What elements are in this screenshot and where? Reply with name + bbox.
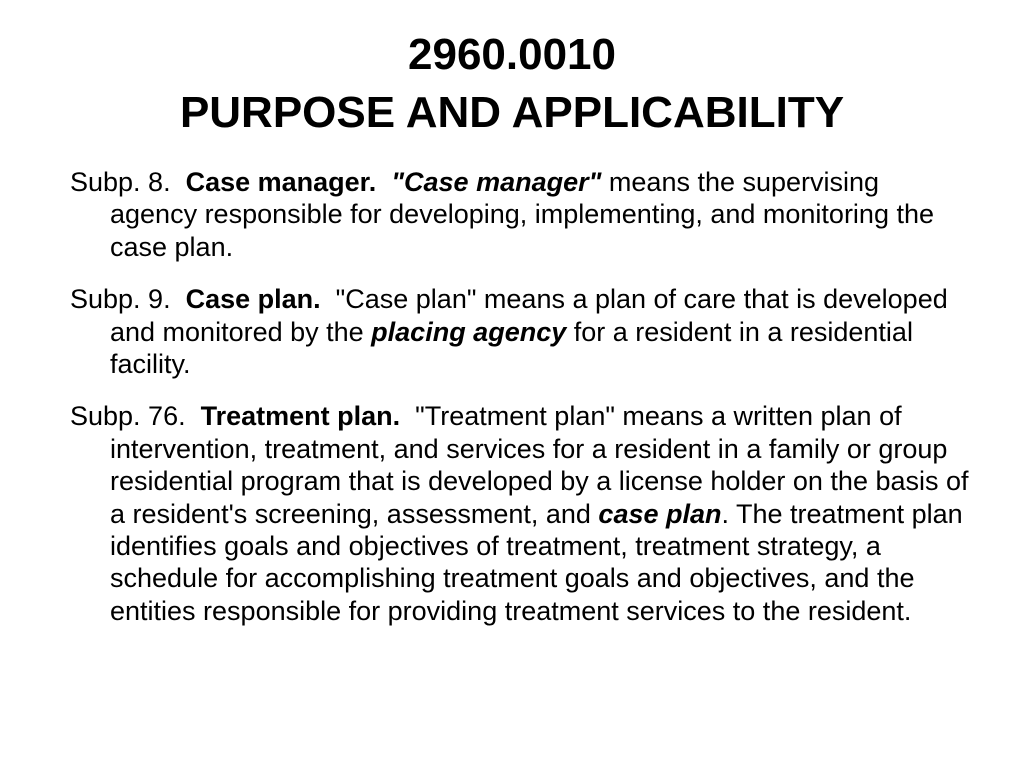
definition-text: "Treatment plan" means a written plan of intervention, treatment, and services for a resident in a family or group residential program that is developed by a license holder on the basis of a resident's screening, assessment, and bbox=[110, 401, 969, 529]
defined-term: Treatment plan. bbox=[200, 401, 401, 432]
definitions-list bbox=[70, 166, 970, 647]
rule-number: 2960.0010 bbox=[408, 30, 616, 79]
definition-subp-9 bbox=[70, 283, 970, 380]
definition-text: "Case plan" means a plan of care that is developed and monitored by the bbox=[110, 284, 948, 347]
subpart-number: Subp. 9. bbox=[70, 284, 171, 315]
slide-title bbox=[0, 26, 1024, 142]
quoted-term: "Case manager" bbox=[391, 167, 602, 197]
subpart-number: Subp. 8. bbox=[70, 167, 171, 197]
defined-term: Case manager. bbox=[185, 167, 377, 197]
emphasized-term: placing agency bbox=[371, 316, 567, 347]
subpart-number: Subp. 76. bbox=[70, 401, 186, 432]
definition-subp-76 bbox=[70, 400, 970, 627]
defined-term: Case plan. bbox=[185, 284, 321, 315]
definition-subp-8 bbox=[70, 166, 970, 263]
definition-text-cont: . The treatment plan identifies goals and objectives of treatment, treatment strategy, a schedule for accomplishing treatment goals and objectives, and the entities responsible for providing treatment services to the resident. bbox=[110, 498, 963, 626]
definition-text: means the supervising agency responsible for developing, implementing, and monitoring the case plan. bbox=[110, 167, 935, 262]
emphasized-term: case plan bbox=[598, 498, 722, 529]
rule-heading: PURPOSE AND APPLICABILITY bbox=[179, 88, 845, 137]
definition-text-cont: for a resident in a residential facility. bbox=[110, 316, 913, 380]
